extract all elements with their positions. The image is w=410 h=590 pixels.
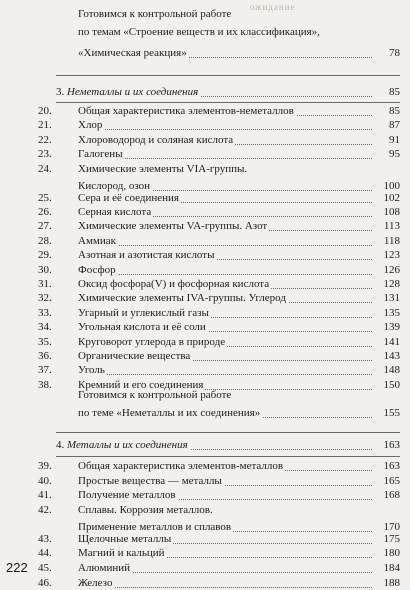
entry-page: 163: [372, 460, 400, 473]
toc-entry: [0, 278, 410, 291]
entry-page: 150: [372, 379, 400, 392]
section-divider: [56, 75, 400, 76]
toc-entry: [0, 292, 410, 305]
section-title: Неметаллы и их соединения: [67, 86, 199, 98]
entry-number: 25.: [38, 192, 52, 204]
section-page: 163: [372, 439, 400, 452]
entry-title: Аммиак: [78, 235, 116, 247]
entry-title: Сера и её соединения: [78, 192, 179, 204]
entry-title: Сплавы. Коррозия металлов.: [78, 504, 213, 516]
toc-entry: [0, 119, 410, 132]
entry-title: Железо: [78, 577, 113, 589]
entry-page: 128: [372, 278, 400, 291]
entry-title: Химические элементы VIA-группы.: [78, 163, 248, 175]
section-heading-4: [0, 439, 410, 452]
entry-number: 46.: [38, 577, 52, 589]
entry-title-line-1: Готовимся к контрольной работе: [78, 8, 232, 20]
entry-title: Угольная кислота и её соли: [78, 321, 206, 333]
entry-title: Азотная и азотистая кислоты: [78, 249, 215, 261]
entry-number: 24.: [38, 163, 52, 175]
entry-page: 100: [372, 180, 400, 193]
section-page: 85: [372, 86, 400, 99]
entry-number: 44.: [38, 547, 52, 559]
entry-title-line-3: «Химическая реакция»: [78, 47, 187, 59]
entry-page: 85: [372, 105, 400, 118]
leader-dots: [78, 129, 380, 130]
bleed-through-text: ожидание: [250, 2, 296, 12]
entry-page: 180: [372, 547, 400, 560]
entry-number: 43.: [38, 533, 52, 545]
entry-title: Уголь: [78, 364, 105, 376]
toc-entry-test-2-line2: [0, 407, 410, 420]
toc-entry: [0, 547, 410, 560]
toc-entry: [0, 249, 410, 262]
entry-title: Химические элементы VA-группы. Азот: [78, 220, 268, 232]
entry-title: Кремний и его соединения: [78, 379, 204, 391]
entry-page: 108: [372, 206, 400, 219]
section-number: 4.: [56, 439, 65, 451]
entry-page: 188: [372, 577, 400, 590]
section-divider: [56, 102, 400, 103]
entry-title: Круговорот углерода в природе: [78, 336, 226, 348]
toc-entry: [0, 562, 410, 575]
toc-entry: [0, 533, 410, 546]
section-heading-3: [0, 86, 410, 99]
section-divider: [56, 432, 400, 433]
entry-page: 148: [372, 364, 400, 377]
entry-page: 155: [372, 407, 400, 420]
entry-title: Химические элементы IVA-группы. Углерод: [78, 292, 286, 304]
toc-entry: [0, 475, 410, 488]
entry-title: Оксид фосфора(V) и фосфорная кислота: [78, 278, 270, 290]
entry-page: 168: [372, 489, 400, 502]
entry-title-line-2: Применение металлов и сплавов: [78, 521, 232, 533]
entry-page: 175: [372, 533, 400, 546]
entry-title: Простые вещества — металлы: [78, 475, 222, 487]
entry-page: 95: [372, 148, 400, 161]
toc-entry: [0, 163, 410, 176]
entry-number: 27.: [38, 220, 52, 232]
leader-dots: [78, 374, 380, 375]
toc-entry: [0, 460, 410, 473]
entry-page: 126: [372, 264, 400, 277]
entry-number: 32.: [38, 292, 52, 304]
entry-page: 102: [372, 192, 400, 205]
section-divider: [56, 456, 400, 457]
entry-number: 33.: [38, 307, 52, 319]
entry-number: 37.: [38, 364, 52, 376]
entry-title: Угарный и углекислый газы: [78, 307, 209, 319]
entry-page: 123: [372, 249, 400, 262]
entry-title: Хлороводород и соляная кислота: [78, 134, 234, 146]
entry-title: Общая характеристика элементов-металлов: [78, 460, 284, 472]
toc-entry: [0, 105, 410, 118]
toc-entry: [0, 350, 410, 363]
toc-entry-test-1-line3: [0, 47, 410, 60]
entry-page: 170: [372, 521, 400, 534]
entry-title: Магний и кальций: [78, 547, 165, 559]
entry-title: Получение металлов: [78, 489, 176, 501]
entry-title: Общая характеристика элементов-неметаллов: [78, 105, 294, 117]
toc-entry: [0, 504, 410, 517]
toc-entry: [0, 220, 410, 233]
entry-number: 28.: [38, 235, 52, 247]
entry-title: Галогены: [78, 148, 123, 160]
entry-number: 22.: [38, 134, 52, 146]
entry-page: 184: [372, 562, 400, 575]
entry-page: 143: [372, 350, 400, 363]
entry-number: 36.: [38, 350, 52, 362]
entry-number: 26.: [38, 206, 52, 218]
entry-page: 118: [372, 235, 400, 248]
entry-number: 34.: [38, 321, 52, 333]
entry-number: 20.: [38, 105, 52, 117]
toc-entry: [0, 336, 410, 349]
entry-page: 113: [372, 220, 400, 233]
entry-number: 35.: [38, 336, 52, 348]
entry-number: 41.: [38, 489, 52, 501]
toc-entry: [0, 235, 410, 248]
section-number: 3.: [56, 86, 65, 98]
entry-number: 40.: [38, 475, 52, 487]
toc-entry: [0, 264, 410, 277]
entry-number: 29.: [38, 249, 52, 261]
page-number: 222: [6, 560, 28, 575]
toc-entry: [0, 577, 410, 590]
toc-entry: [0, 192, 410, 205]
entry-title-line-2: по темам «Строение веществ и их классификация»,: [78, 26, 320, 38]
entry-number: 39.: [38, 460, 52, 472]
leader-dots: [78, 274, 380, 275]
entry-title-line-2: Кислород, озон: [78, 180, 151, 192]
entry-number: 31.: [38, 278, 52, 290]
entry-title-line-1: Готовимся к контрольной работе: [78, 389, 232, 401]
toc-entry: [0, 206, 410, 219]
entry-number: 30.: [38, 264, 52, 276]
entry-title: Алюминий: [78, 562, 131, 574]
entry-page: 87: [372, 119, 400, 132]
entry-number: 21.: [38, 119, 52, 131]
entry-number: 23.: [38, 148, 52, 160]
entry-number: 45.: [38, 562, 52, 574]
toc-entry: [0, 148, 410, 161]
toc-entry: [0, 307, 410, 320]
entry-number: 38.: [38, 379, 52, 391]
entry-title: Щелочные металлы: [78, 533, 172, 545]
toc-entry: [0, 364, 410, 377]
leader-dots: [78, 245, 380, 246]
entry-page: 131: [372, 292, 400, 305]
entry-page: 78: [372, 47, 400, 60]
section-title: Металлы и их соединения: [67, 439, 188, 451]
entry-page: 141: [372, 336, 400, 349]
entry-title: Фосфор: [78, 264, 116, 276]
toc-entry: [0, 321, 410, 334]
entry-number: 42.: [38, 504, 52, 516]
toc-entry: [0, 489, 410, 502]
entry-title: Органические вещества: [78, 350, 191, 362]
entry-title-line-2: по теме «Неметаллы и их соединения»: [78, 407, 261, 419]
toc-entry: [0, 134, 410, 147]
entry-title: Хлор: [78, 119, 103, 131]
entry-page: 139: [372, 321, 400, 334]
entry-page: 135: [372, 307, 400, 320]
entry-title: Серная кислота: [78, 206, 152, 218]
entry-page: 165: [372, 475, 400, 488]
entry-page: 91: [372, 134, 400, 147]
